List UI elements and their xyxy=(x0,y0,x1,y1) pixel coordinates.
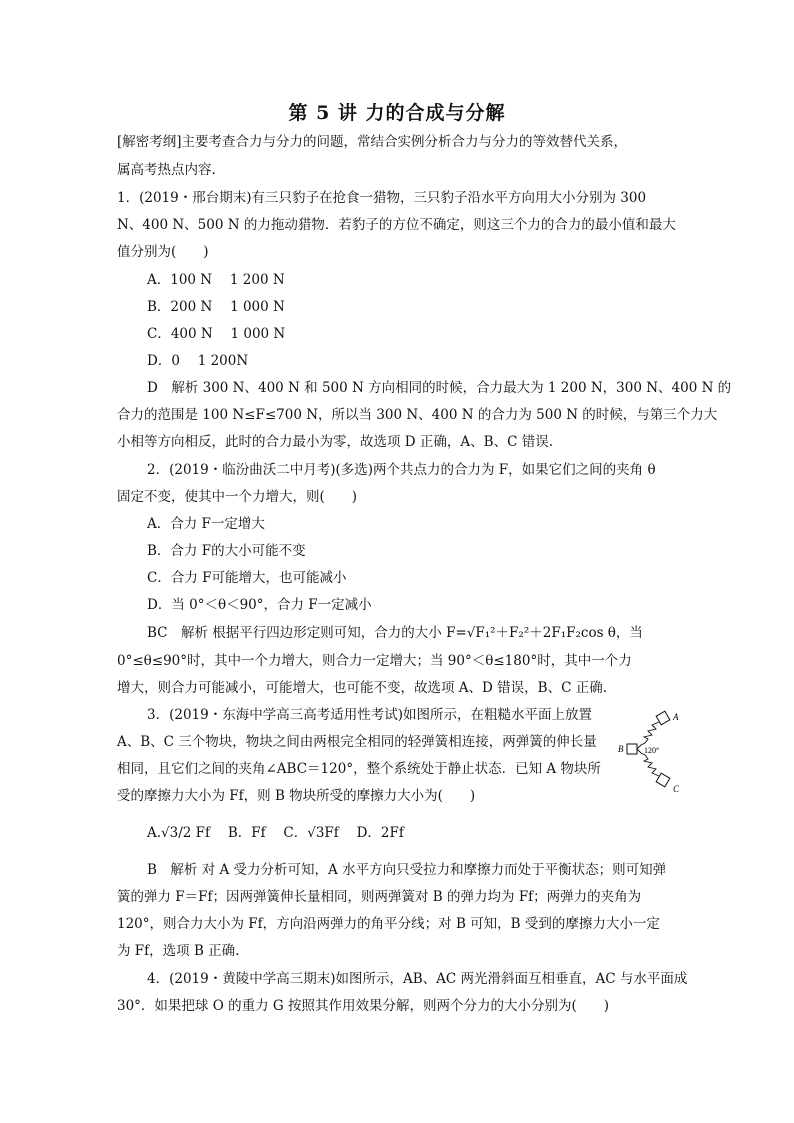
q2-option-a: A．合力 F一定增大 xyxy=(147,516,265,532)
q3-stem-line-2: A、B、C 三个物块，物块之间由两根完全相同的轻弹簧相连接，两弹簧的伸长量 xyxy=(117,734,597,750)
q4-stem-line-2: 30°．如果把球 O 的重力 G 按照其作用效果分解，则两个分力的大小分别为( ) xyxy=(117,998,609,1014)
intro-line-1: [解密考纲]主要考查合力与分力的问题，常结合实例分析合力与分力的等效替代关系， xyxy=(117,134,628,150)
intro-line-2: 属高考热点内容. xyxy=(117,162,216,178)
label-b: B xyxy=(618,744,624,754)
q3-analysis-line-2: 簧的弹力 F＝Ff；因两弹簧伸长量相同，则两弹簧对 B 的弹力均为 Ff；两弹力的夹角为 xyxy=(117,889,642,905)
q3-options: A.√3/2 Ff B．Ff C．√3Ff D．2Ff xyxy=(147,825,404,841)
label-c: C xyxy=(673,784,680,794)
q2-analysis-line-1: BC 解析 根据平行四边形定则可知，合力的大小 F=√F₁²＋F₂²＋2F₁F₂cos θ，当 xyxy=(147,625,643,641)
q3-analysis-line-3: 120°，则合力大小为 Ff，方向沿两弹力的角平分线；对 B 可知，B 受到的摩擦力大小一定 xyxy=(117,916,660,932)
q2-analysis-line-2: 0°≤θ≤90°时，其中一个力增大，则合力一定增大；当 90°＜θ≤180°时，其中一个力 xyxy=(117,653,632,669)
spring-figure xyxy=(618,708,688,798)
q1-analysis-line-2: 合力的范围是 100 N≤F≤700 N，所以当 300 N、400 N 的合力为 500 N 的时候，与第三个力大 xyxy=(117,407,718,423)
q3-stem-line-3: 相同，且它们之间的夹角∠ABC＝120°，整个系统处于静止状态．已知 A 物块所 xyxy=(117,761,601,777)
q1-analysis-line-1: D 解析 300 N、400 N 和 500 N 方向相同的时候，合力最大为 1 200 N，300 N、400 N 的 xyxy=(147,380,732,396)
q4-stem-line-1: 4．(2019・黄陵中学高三期末)如图所示，AB、AC 两光滑斜面互相垂直，AC 与水平面成 xyxy=(147,971,688,987)
block-b xyxy=(627,744,637,754)
q1-stem-line-1: 1．(2019・邢台期末)有三只豹子在抢食一猎物，三只豹子沿水平方向用大小分别为 300 xyxy=(117,190,647,206)
q1-stem-line-2: N、400 N、500 N 的力拖动猎物．若豹子的方位不确定，则这三个力的合力的最小值和最大 xyxy=(117,217,676,233)
page-title: 第 5 讲 力的合成与分解 xyxy=(288,102,506,124)
q1-option-d: D．0 1 200N xyxy=(147,353,249,369)
q2-option-d: D．当 0°＜θ＜90°，合力 F一定减小 xyxy=(147,597,372,613)
q1-stem-line-3: 值分别为( ) xyxy=(117,244,209,260)
q1-option-c: C．400 N 1 000 N xyxy=(147,326,286,342)
q2-option-c: C．合力 F可能增大，也可能减小 xyxy=(147,570,347,586)
q2-analysis-line-3: 增大，则合力可能减小，可能增大，也可能不变，故选项 A、D 错误，B、C 正确. xyxy=(117,680,607,696)
q1-option-a: A．100 N 1 200 N xyxy=(147,272,285,288)
spring-ab xyxy=(637,722,659,749)
q1-analysis-line-3: 小相等方向相反，此时的合力最小为零，故选项 D 正确，A、B、C 错误. xyxy=(117,434,553,450)
angle-label: 120° xyxy=(644,746,660,755)
q3-stem-line-1: 3．(2019・东海中学高三高考适用性考试)如图所示，在粗糙水平面上放置 xyxy=(147,707,592,723)
q3-stem-line-4: 受的摩擦力大小为 Ff，则 B 物块所受的摩擦力大小为( ) xyxy=(117,788,476,804)
q3-analysis-line-1: B 解析 对 A 受力分析可知，A 水平方向只受拉力和摩擦力而处于平衡状态；则可知弹 xyxy=(147,862,667,878)
q1-option-b: B．200 N 1 000 N xyxy=(147,299,285,315)
q3-analysis-line-4: 为 Ff，选项 B 正确. xyxy=(117,943,240,959)
label-a: A xyxy=(673,712,679,722)
q2-stem-line-2: 固定不变，使其中一个力增大，则( ) xyxy=(117,489,358,505)
q2-stem-line-1: 2．(2019・临汾曲沃二中月考)(多选)两个共点力的合力为 F，如果它们之间的夹角 θ xyxy=(147,462,656,478)
q2-option-b: B．合力 F的大小可能不变 xyxy=(147,543,306,559)
